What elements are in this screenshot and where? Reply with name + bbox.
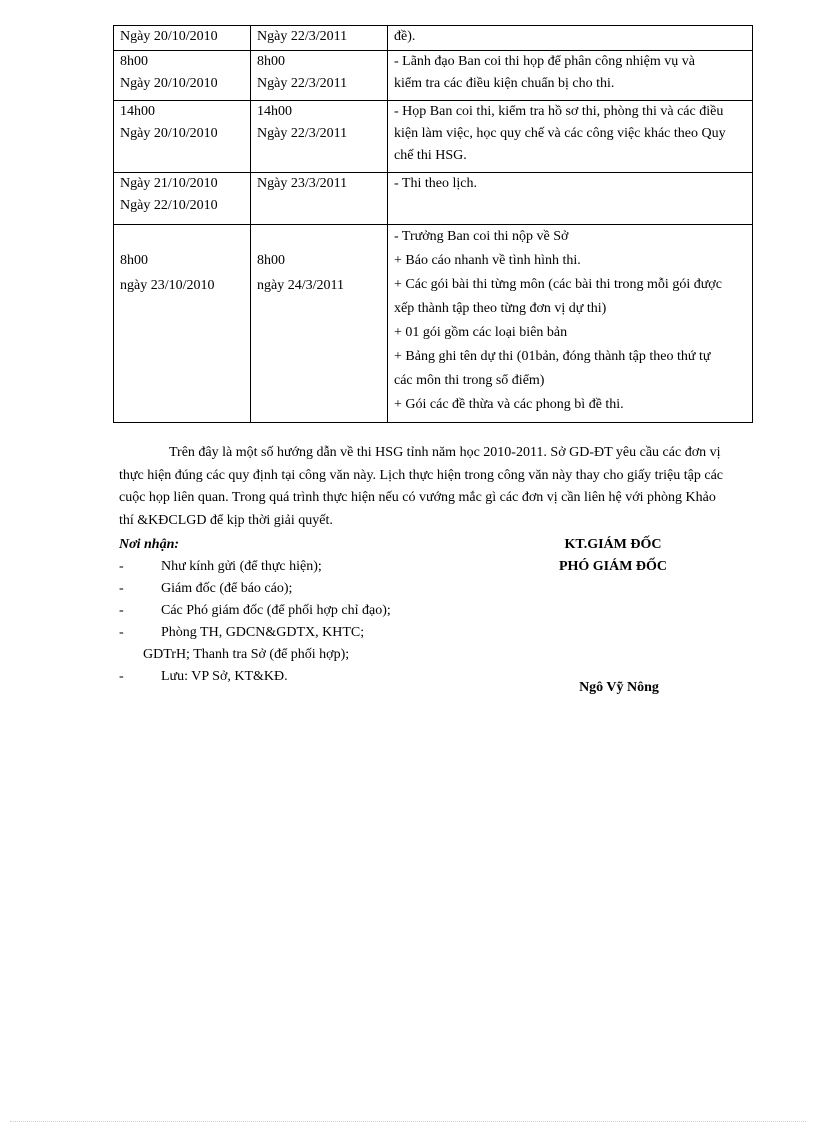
signer-name: Ngô Vỹ Nông [579,680,659,695]
date-cell-2011 [251,51,388,101]
recipient-text: Phòng TH, GDCN&GDTX, KHTC; [161,625,365,640]
cell-line: + Bảng ghi tên dự thi (01bản, đóng thành tập theo thứ tự [394,349,711,364]
cell-line: + Gói các đề thừa và các phong bì đề thi. [394,397,624,412]
signature-block [520,534,706,578]
recipient-item [119,666,449,688]
date-cell-2010 [114,26,251,51]
cell-line: 8h00 [257,253,285,268]
bullet-dash: - [119,559,124,574]
cell-line: 8h00 [120,253,148,268]
cell-line: - Họp Ban coi thi, kiểm tra hồ sơ thi, phòng thi và các điều [394,104,724,119]
cell-line: Ngày 21/10/2010 [120,176,218,191]
cell-line: 8h00 [120,54,148,69]
cell-line: Ngày 22/10/2010 [120,198,218,213]
cell-line: Ngày 23/3/2011 [257,176,348,191]
schedule-table [113,25,753,423]
cell-line: - Trưởng Ban coi thi nộp về Sở [394,229,569,244]
table-row [114,225,753,423]
paragraph-line: thực hiện đúng các quy định tại công văn này. Lịch thực hiện trong công văn này thay cho giấy triệu tập các [119,467,724,483]
cell-line: Ngày 20/10/2010 [120,29,218,44]
content-cell [388,173,753,225]
date-cell-2011 [251,173,388,225]
cell-line: Ngày 22/3/2011 [257,126,348,141]
table-row [114,173,753,225]
recipient-continuation: GDTrH; Thanh tra Sở (để phối hợp); [143,647,350,662]
content-cell [388,26,753,51]
cell-line: - Lãnh đạo Ban coi thi họp để phân công nhiệm vụ và [394,54,695,69]
cell-line: xếp thành tập theo từng đơn vị dự thi) [394,301,607,316]
bullet-dash: - [119,603,124,618]
cell-line: + 01 gói gồm các loại biên bản [394,325,568,340]
cell-line: Ngày 20/10/2010 [120,126,218,141]
date-cell-2010 [114,101,251,173]
cell-line: + Báo cáo nhanh về tình hình thi. [394,253,581,268]
paragraph-line: Trên đây là một số hướng dẫn về thi HSG tỉnh năm học 2010-2011. Sở GD-ĐT yêu cầu các đơn vị [169,445,721,460]
signature-subtitle: PHÓ GIÁM ĐỐC [558,559,668,574]
cell-line: Ngày 22/3/2011 [257,76,348,91]
paragraph-line: thí &KĐCLGD để kịp thời giải quyết. [119,512,333,528]
recipient-text: Giám đốc (để báo cáo); [161,581,293,596]
table-row [114,101,753,173]
date-cell-2011 [251,225,388,423]
recipients-heading: Nơi nhận: [119,537,180,552]
cell-line: ngày 24/3/2011 [257,278,344,293]
cell-line: Ngày 20/10/2010 [120,76,218,91]
recipient-item [119,600,449,622]
cell-line: kiện làm việc, học quy chế và các công việc khác theo Quy [394,126,726,141]
closing-paragraph [119,442,757,532]
cell-line: + Các gói bài thi từng môn (các bài thi trong mỗi gói được [394,277,722,292]
date-cell-2011 [251,101,388,173]
cell-line: 14h00 [257,104,292,119]
recipient-text: Lưu: VP Sở, KT&KĐ. [161,669,288,684]
cell-line: ngày 23/10/2010 [120,278,215,293]
date-cell-2010 [114,51,251,101]
recipient-item [119,578,449,600]
table-row [114,51,753,101]
bullet-dash: - [119,581,124,596]
content-cell [388,51,753,101]
cell-line: Ngày 22/3/2011 [257,29,348,44]
date-cell-2011 [251,26,388,51]
cell-line: kiểm tra các điều kiện chuẩn bị cho thi. [394,76,615,91]
cell-line: các môn thi trong sổ điểm) [394,373,545,388]
recipient-text: Như kính gửi (để thực hiện); [161,559,322,574]
paragraph-line: cuộc họp liên quan. Trong quá trình thực hiện nếu có vướng mắc gì các đơn vị cần liên hệ với phòng Khảo [119,490,716,505]
content-cell [388,225,753,423]
bullet-dash: - [119,625,124,640]
signature-title: KT.GIÁM ĐỐC [564,537,662,552]
cell-line: 8h00 [257,54,285,69]
date-cell-2010 [114,173,251,225]
recipient-text: Các Phó giám đốc (để phối hợp chỉ đạo); [161,603,391,618]
date-cell-2010 [114,225,251,423]
recipient-item [119,556,449,578]
recipients-block [119,534,449,688]
cell-line: 14h00 [120,104,155,119]
page-divider [10,1121,806,1122]
cell-line: - Thi theo lịch. [394,176,477,191]
recipient-item [119,622,449,644]
cell-line: đề). [394,29,416,44]
cell-line: chế thi HSG. [394,148,467,163]
table-row [114,26,753,51]
bullet-dash: - [119,669,124,684]
content-cell [388,101,753,173]
